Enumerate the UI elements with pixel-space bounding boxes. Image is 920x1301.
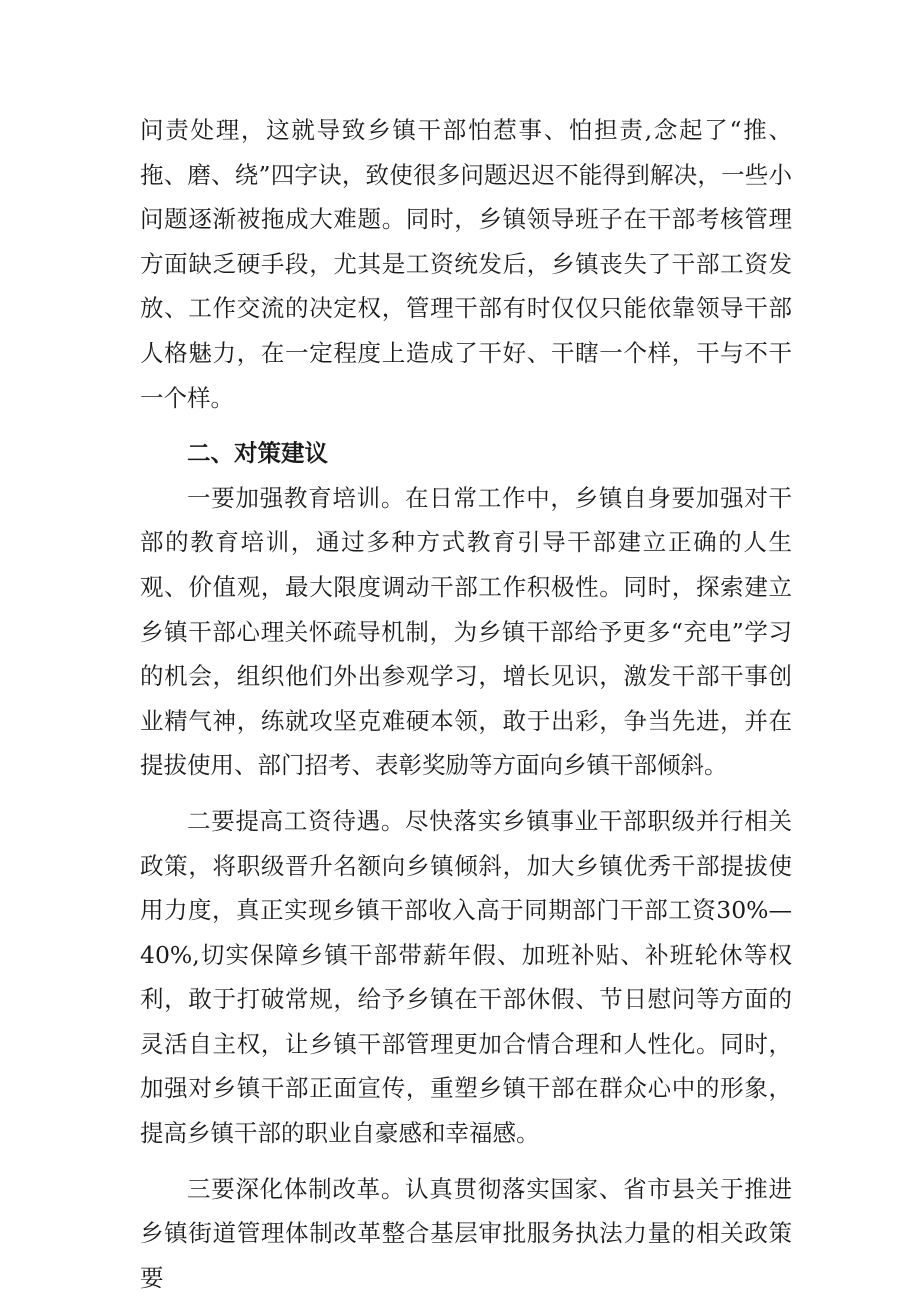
paragraph-problem-continuation: 问责处理，这就导致乡镇干部怕惹事、怕担责,念起了“推、拖、磨、绕”四字诀，致使很多问题迟迟不能得到解决，一些小问题逐渐被拖成大难题。同时，乡镇领导班子在干部考核管理方面缺乏硬手段，尤其是工资统发后，乡镇丧失了干部工资发放、工作交流的决定权，管理干部有时仅仅只能依靠领导干部人格魅力，在一定程度上造成了干好、干瞎一个样，干与不干一个样。	[140, 116, 792, 412]
paragraph-education-training: 一要加强教育培训。在日常工作中，乡镇自身要加强对干部的教育培训，通过多种方式教育引导干部建立正确的人生观、价值观，最大限度调动干部工作积极性。同时，探索建立乡镇干部心理关怀疏导机制，为乡镇干部给予更多“充电”学习的机会，组织他们外出参观学习，增长见识，激发干部干事创业精气神，练就攻坚克难硬本领，敢于出彩，争当先进，并在提拔使用、部门招考、表彰奖励等方面向乡镇干部倾斜。	[140, 483, 792, 780]
section-heading-countermeasures: 二、对策建议	[187, 439, 328, 468]
paragraph-institutional-reform: 三要深化体制改革。认真贯彻落实国家、省市县关于推进乡镇街道管理体制改革整合基层审批服务执法力量的相关政策要	[140, 1174, 792, 1292]
document-body	[140, 108, 792, 1300]
paragraph-salary: 二要提高工资待遇。尽快落实乡镇事业干部职级并行相关政策，将职级晋升名额向乡镇倾斜，加大乡镇优秀干部提拔使用力度，真正实现乡镇干部收入高于同期部门干部工资30%—40%,切实保障乡镇干部带薪年假、加班补贴、补班轮休等权利，敢于打破常规，给予乡镇在干部休假、节日慰问等方面的灵活自主权，让乡镇干部管理更加合情合理和人性化。同时，加强对乡镇干部正面宣传，重塑乡镇干部在群众心中的形象，提高乡镇干部的职业自豪感和幸福感。	[140, 806, 792, 1148]
